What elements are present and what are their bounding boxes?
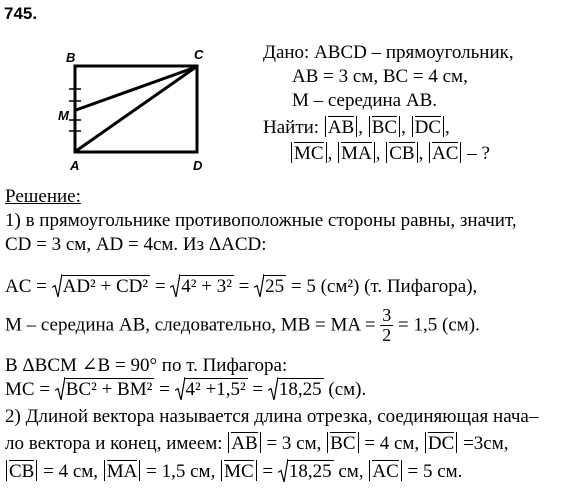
formula-mc: MC = BC² + BM² = 4² +1,5² = 18,25 (см). [5,379,367,400]
sqrt-sign: 25 [254,275,286,298]
solution-p2-line1: 2) Длиной вектора называется длина отрезка, соединяющая нача– [5,406,539,427]
problem-number: 745. [4,4,38,23]
given-line-1: Дано: ABCD – прямоугольник, [263,42,514,63]
segment-mc [76,67,196,110]
vector-modulus: MA [338,142,375,163]
formula-mb: M – середина AB, следовательно, MB = MA = $\frac{3}{2}$ = 1,5 (см). [5,305,480,345]
vertex-label-d: D [193,158,203,173]
find-label: Найти: [263,117,320,138]
vector-modulus: MA [104,460,141,481]
solution-p1-line1: 1) в прямоугольнике противоположные стороны равны, значит, [5,210,517,231]
point-label-m: M [58,108,69,123]
vector-modulus: AB [325,116,357,137]
vertex-label-c: C [194,47,204,62]
solution-bcm-line: В ΔBCM ∠B = 90° по т. Пифагора: [5,355,288,376]
vector-modulus: CB [6,460,37,481]
vector-modulus: MC [221,460,257,481]
vector-modulus: AC [369,460,401,481]
vertex-label-a: A [70,158,80,173]
vector-modulus: MC [291,142,327,163]
fraction: $\frac{3}{2}$ [382,305,392,345]
sqrt-sign: AD² + CD² [52,275,150,298]
find-line-1: Найти: AB , BC , DC , [263,117,450,138]
vector-modulus: DC [412,116,444,137]
sqrt-sign: 18,25 [268,378,324,401]
vector-modulus: BC [327,432,358,453]
given-line-2: AB = 3 см, BC = 4 см, [292,66,468,87]
vector-modulus: CB [386,142,417,163]
solution-p2-line3: CB = 4 см, MA = 1,5 см, MC = 18,25 см, AC = 5 см. [5,460,462,483]
formula-ac: AC = AD² + CD² = 4² + 3² = 25 = 5 (см²) (т. Пифагора), [5,276,478,297]
segment-ac [76,67,196,151]
solution-p1-line2: CD = 3 см, AD = 4см. Из ΔACD: [5,234,267,255]
solution-heading: Решение: [5,186,81,207]
vertex-label-b: B [66,50,76,65]
vector-modulus: AC [429,142,461,163]
solution-p2-line2: ло вектора и конец, имеем: AB = 3 см, BC = 4 см, DC =3см, [5,433,509,454]
find-line-2: MC , MA , CB , AC – ? [290,142,490,165]
vector-modulus: BC [369,116,400,137]
sqrt-sign: BC² + BM² [55,378,155,401]
vector-modulus: DC [425,432,457,453]
given-line-3: M – середина AB. [292,90,438,111]
sqrt-sign: 18,25 [278,460,334,483]
sqrt-sign: 4² +1,5² [175,378,248,401]
vector-modulus: AB [228,432,260,453]
sqrt-sign: 4² + 3² [170,275,234,298]
